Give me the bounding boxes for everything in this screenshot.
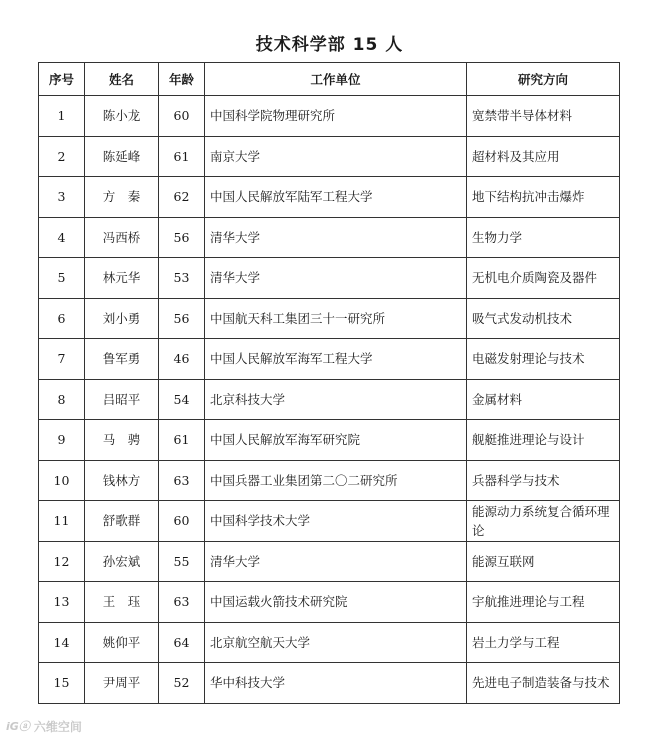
column-header-name: 姓名 xyxy=(85,63,159,96)
cell-direction: 无机电介质陶瓷及器件 xyxy=(467,258,620,299)
cell-unit: 中国运载火箭技术研究院 xyxy=(205,582,467,623)
cell-seq: 10 xyxy=(39,460,85,501)
cell-name: 方 秦 xyxy=(85,177,159,218)
table-row xyxy=(39,96,620,137)
cell-name: 孙宏斌 xyxy=(85,541,159,582)
cell-age: 56 xyxy=(159,298,205,339)
cell-name: 刘小勇 xyxy=(85,298,159,339)
cell-age: 46 xyxy=(159,339,205,380)
cell-unit: 北京科技大学 xyxy=(205,379,467,420)
cell-name: 姚仰平 xyxy=(85,622,159,663)
cell-age: 56 xyxy=(159,217,205,258)
cell-age: 61 xyxy=(159,136,205,177)
cell-direction: 超材料及其应用 xyxy=(467,136,620,177)
cell-age: 62 xyxy=(159,177,205,218)
cell-age: 54 xyxy=(159,379,205,420)
table-row xyxy=(39,258,620,299)
cell-age: 63 xyxy=(159,460,205,501)
cell-name: 冯西桥 xyxy=(85,217,159,258)
cell-direction: 宽禁带半导体材料 xyxy=(467,96,620,137)
cell-name: 陈延峰 xyxy=(85,136,159,177)
cell-age: 53 xyxy=(159,258,205,299)
cell-age: 64 xyxy=(159,622,205,663)
cell-name: 鲁军勇 xyxy=(85,339,159,380)
cell-seq: 6 xyxy=(39,298,85,339)
cell-direction: 宇航推进理论与工程 xyxy=(467,582,620,623)
cell-seq: 9 xyxy=(39,420,85,461)
cell-direction: 舰艇推进理论与设计 xyxy=(467,420,620,461)
table-row xyxy=(39,622,620,663)
table-row xyxy=(39,501,620,542)
cell-unit: 中国科学院物理研究所 xyxy=(205,96,467,137)
table-row xyxy=(39,582,620,623)
cell-seq: 14 xyxy=(39,622,85,663)
cell-age: 60 xyxy=(159,501,205,542)
cell-direction: 生物力学 xyxy=(467,217,620,258)
table-body xyxy=(39,96,620,704)
cell-unit: 清华大学 xyxy=(205,541,467,582)
table-row xyxy=(39,420,620,461)
cell-direction: 岩土力学与工程 xyxy=(467,622,620,663)
cell-age: 61 xyxy=(159,420,205,461)
cell-unit: 中国兵器工业集团第二〇二研究所 xyxy=(205,460,467,501)
cell-seq: 8 xyxy=(39,379,85,420)
cell-unit: 中国人民解放军海军工程大学 xyxy=(205,339,467,380)
cell-age: 63 xyxy=(159,582,205,623)
column-header-direction: 研究方向 xyxy=(467,63,620,96)
cell-name: 陈小龙 xyxy=(85,96,159,137)
cell-direction: 兵器科学与技术 xyxy=(467,460,620,501)
cell-unit: 南京大学 xyxy=(205,136,467,177)
cell-seq: 15 xyxy=(39,663,85,704)
cell-direction: 能源互联网 xyxy=(467,541,620,582)
table-row xyxy=(39,177,620,218)
table-row xyxy=(39,663,620,704)
cell-unit: 中国航天科工集团三十一研究所 xyxy=(205,298,467,339)
table-header-row xyxy=(39,63,620,96)
cell-unit: 中国科学技术大学 xyxy=(205,501,467,542)
cell-direction: 先进电子制造装备与技术 xyxy=(467,663,620,704)
cell-name: 王 珏 xyxy=(85,582,159,623)
cell-direction: 吸气式发动机技术 xyxy=(467,298,620,339)
cell-name: 舒歌群 xyxy=(85,501,159,542)
page-title: 技术科学部 15 人 xyxy=(255,35,404,55)
cell-name: 吕昭平 xyxy=(85,379,159,420)
cell-unit: 中国人民解放军海军研究院 xyxy=(205,420,467,461)
cell-seq: 1 xyxy=(39,96,85,137)
cell-name: 钱林方 xyxy=(85,460,159,501)
academician-table xyxy=(38,62,620,704)
table-row xyxy=(39,298,620,339)
cell-direction: 金属材料 xyxy=(467,379,620,420)
cell-age: 60 xyxy=(159,96,205,137)
cell-name: 林元华 xyxy=(85,258,159,299)
table-row xyxy=(39,339,620,380)
column-header-seq: 序号 xyxy=(39,63,85,96)
table-row xyxy=(39,217,620,258)
watermark-text: 六维空间 xyxy=(33,719,82,734)
cell-seq: 4 xyxy=(39,217,85,258)
watermark-logo: iGⓐ xyxy=(6,720,30,733)
cell-seq: 7 xyxy=(39,339,85,380)
cell-seq: 12 xyxy=(39,541,85,582)
cell-seq: 2 xyxy=(39,136,85,177)
cell-direction: 能源动力系统复合循环理论 xyxy=(467,501,620,542)
cell-seq: 11 xyxy=(39,501,85,542)
cell-unit: 中国人民解放军陆军工程大学 xyxy=(205,177,467,218)
cell-seq: 5 xyxy=(39,258,85,299)
table-row xyxy=(39,136,620,177)
cell-name: 马 骋 xyxy=(85,420,159,461)
cell-direction: 地下结构抗冲击爆炸 xyxy=(467,177,620,218)
cell-direction: 电磁发射理论与技术 xyxy=(467,339,620,380)
table-row xyxy=(39,460,620,501)
column-header-unit: 工作单位 xyxy=(205,63,467,96)
cell-name: 尹周平 xyxy=(85,663,159,704)
cell-unit: 北京航空航天大学 xyxy=(205,622,467,663)
watermark xyxy=(6,716,82,736)
table-row xyxy=(39,541,620,582)
table-row xyxy=(39,379,620,420)
cell-age: 55 xyxy=(159,541,205,582)
cell-unit: 清华大学 xyxy=(205,217,467,258)
cell-unit: 华中科技大学 xyxy=(205,663,467,704)
cell-unit: 清华大学 xyxy=(205,258,467,299)
cell-seq: 3 xyxy=(39,177,85,218)
cell-age: 52 xyxy=(159,663,205,704)
column-header-age: 年龄 xyxy=(159,63,205,96)
cell-seq: 13 xyxy=(39,582,85,623)
